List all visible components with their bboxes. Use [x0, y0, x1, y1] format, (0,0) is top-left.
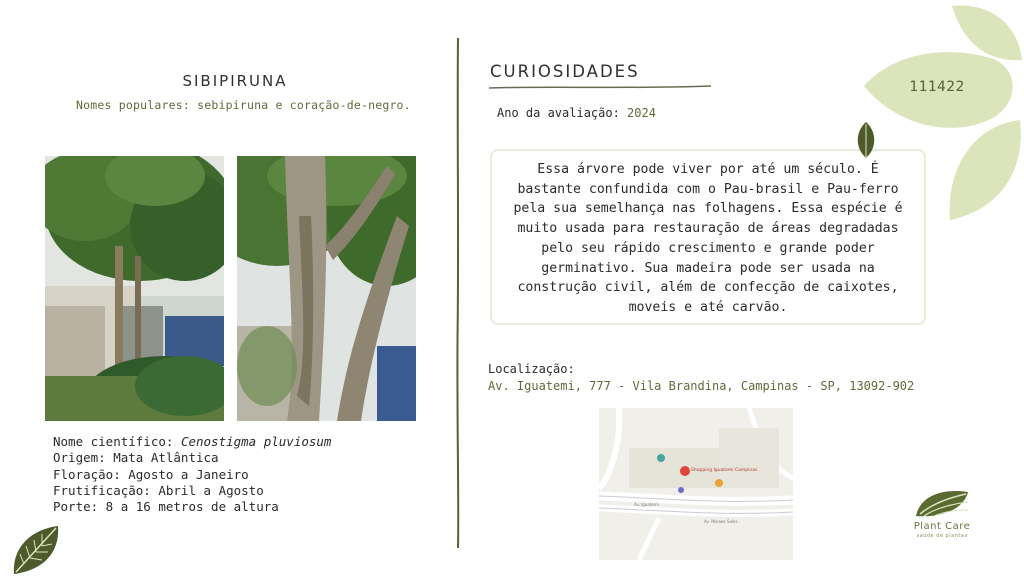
heading-underline — [489, 84, 711, 90]
tree-photo-trunk — [237, 156, 416, 421]
evaluation-year-label: Ano da avaliação: — [497, 106, 628, 120]
curiosity-box — [490, 149, 926, 325]
flowering-line: Floração: Agosto a Janeiro — [53, 466, 249, 482]
vertical-divider — [455, 38, 461, 548]
evaluation-year — [497, 106, 656, 120]
tree-code: 111422 — [909, 79, 965, 95]
scientific-name-line — [53, 434, 331, 450]
fruiting-line: Frutificação: Abril a Agosto — [53, 482, 264, 498]
evaluation-year-value: 2024 — [627, 106, 656, 120]
map-label-mall: Shopping Iguatemi Campinas — [691, 468, 758, 473]
leaf-icon — [8, 520, 64, 576]
leaf-icon — [853, 120, 879, 160]
map-label-street: Av. Moraes Sales — [704, 519, 738, 524]
brand-name: Plant Care — [913, 521, 971, 532]
size-line: Porte: 8 a 16 metros de altura — [53, 499, 279, 515]
popular-names: Nomes populares: sebipiruna e coração-de-negro. — [76, 98, 411, 112]
curiosity-text: Essa árvore pode viver por até um século. É bastante confundida com o Pau-brasil e Pau-ferro pela sua semelhança nas folhagens. Essa espécie é muito usada para restauração de áreas degradadas pelo seu rápido crescimento e grande poder germinativo. Sua madeira pode ser usada na construção civil, além de confecção de caixotes, moveis e até carvão. — [513, 162, 903, 315]
curiosities-heading: CURIOSIDADES — [490, 62, 640, 81]
scientific-name: Cenostigma pluviosum — [180, 434, 332, 449]
location-label: Localização: — [488, 362, 575, 376]
origin-line: Origem: Mata Atlântica — [53, 450, 219, 466]
map-label-avenue: Av. Iguatemi — [634, 502, 659, 507]
plant-care-logo-icon — [912, 486, 972, 520]
location-address: Av. Iguatemi, 777 - Vila Brandina, Campinas - SP, 13092-902 — [488, 379, 915, 393]
brand-tagline: saúde de plantas — [916, 533, 968, 539]
tree-photo-canopy — [45, 156, 224, 421]
scientific-name-label: Nome científico: — [53, 434, 181, 449]
tree-title: SIBIPIRUNA — [182, 72, 288, 90]
location-map[interactable] — [599, 408, 793, 560]
species-info — [53, 434, 331, 515]
